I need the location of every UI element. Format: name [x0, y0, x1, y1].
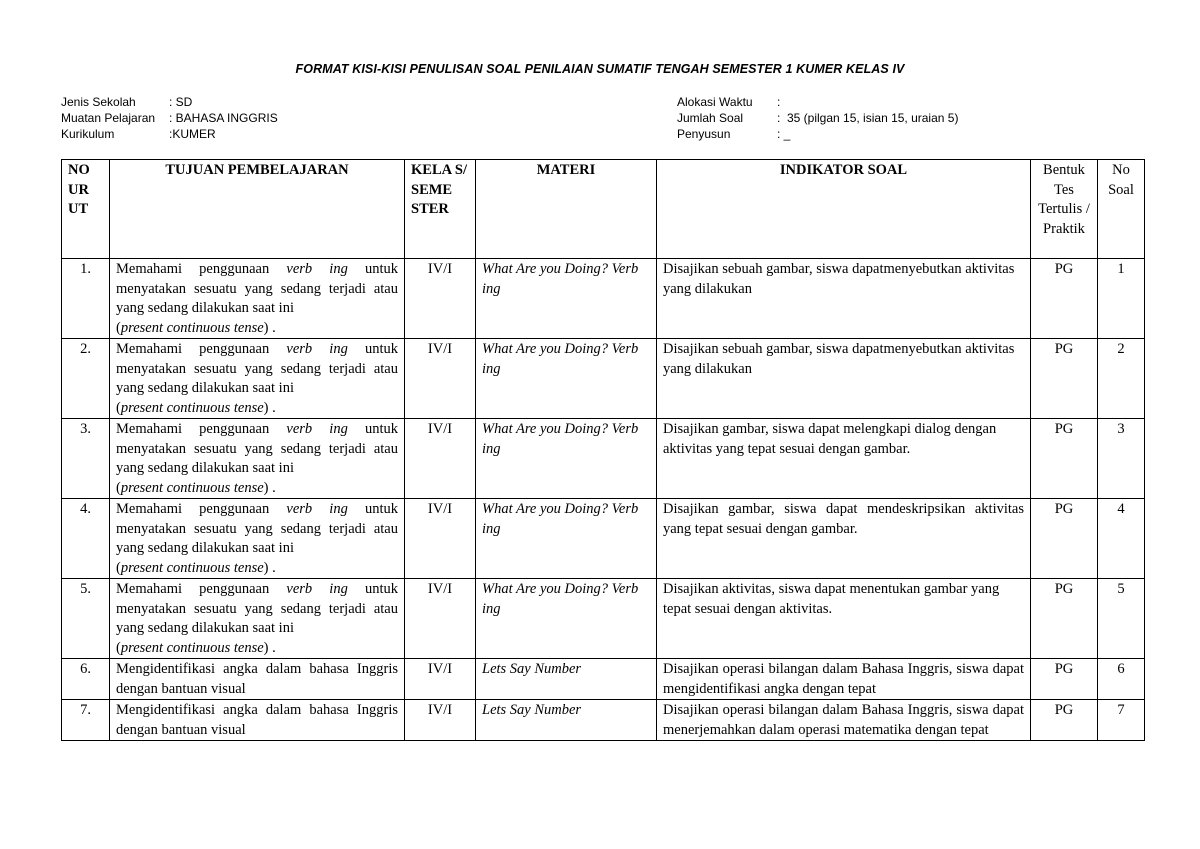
meta-right	[677, 94, 958, 142]
cell-no-soal: 1	[1098, 259, 1145, 339]
cell-tujuan: Mengidentifikasi angka dalam bahasa Inggris dengan bantuan visual	[110, 700, 405, 741]
meta-row	[677, 126, 958, 142]
tujuan-em: verb ing	[286, 341, 348, 357]
tujuan-text: untuk menyatakan sesuatu yang sedang terjadi atau yang sedang dilakukan saat ini	[116, 421, 399, 476]
cell-kelas: IV/I	[405, 339, 476, 419]
cell-no-soal: 2	[1098, 339, 1145, 419]
cell-no-soal: 6	[1098, 659, 1145, 700]
cell-indikator: Disajikan operasi bilangan dalam Bahasa Inggris, siswa dapat menerjemahkan dalam operasi matematika dengan tepat	[657, 700, 1031, 741]
meta-label: Muatan Pelajaran	[61, 111, 156, 125]
tujuan-text: Memahami penggunaan	[116, 421, 287, 437]
tujuan-text: untuk menyatakan sesuatu yang sedang terjadi atau yang sedang dilakukan saat ini	[116, 261, 399, 316]
meta-value: : _	[777, 127, 791, 141]
tujuan-em: verb ing	[286, 501, 348, 517]
cell-tujuan: Memahami penggunaan verb ing untuk menyatakan sesuatu yang sedang terjadi atau yang sedang dilakukan saat ini (present continuous tense) .	[110, 339, 405, 419]
tujuan-em: verb ing	[286, 261, 348, 277]
cell-bentuk: PG	[1031, 419, 1098, 499]
cell-materi: What Are you Doing? Verb ing	[476, 339, 657, 419]
cell-tujuan: Mengidentifikasi angka dalam bahasa Inggris dengan bantuan visual	[110, 659, 405, 700]
header-tujuan: TUJUAN PEMBELAJARAN	[110, 160, 405, 259]
tujuan-em: verb ing	[286, 421, 348, 437]
cell-no: 2.	[62, 339, 110, 419]
meta-label: Jenis Sekolah	[61, 95, 136, 109]
cell-indikator: Disajikan gambar, siswa dapat melengkapi dialog dengan aktivitas yang tepat sesuai dengan gambar.	[657, 419, 1031, 499]
cell-kelas: IV/I	[405, 419, 476, 499]
cell-indikator: Disajikan sebuah gambar, siswa dapatmenyebutkan aktivitas yang dilakukan	[657, 339, 1031, 419]
cell-materi: What Are you Doing? Verb ing	[476, 579, 657, 659]
table-header-row	[62, 160, 1145, 259]
cell-tujuan: Memahami penggunaan verb ing untuk menyatakan sesuatu yang sedang terjadi atau yang sedang dilakukan saat ini (present continuous tense) .	[110, 579, 405, 659]
cell-bentuk: PG	[1031, 499, 1098, 579]
meta-left	[61, 94, 278, 142]
cell-indikator: Disajikan operasi bilangan dalam Bahasa Inggris, siswa dapat mengidentifikasi angka dengan tepat	[657, 659, 1031, 700]
cell-kelas: IV/I	[405, 259, 476, 339]
meta-row	[677, 110, 958, 126]
header-no-soal: No Soal	[1098, 160, 1145, 259]
tujuan-text: untuk menyatakan sesuatu yang sedang terjadi atau yang sedang dilakukan saat ini	[116, 341, 399, 396]
cell-materi: Lets Say Number	[476, 659, 657, 700]
meta-label: Penyusun	[677, 127, 731, 141]
document-title: FORMAT KISI-KISI PENULISAN SOAL PENILAIAN SUMATIF TENGAH SEMESTER 1 KUMER KELAS IV	[295, 62, 905, 76]
meta-value: : 35 (pilgan 15, isian 15, uraian 5)	[777, 111, 959, 125]
cell-no: 7.	[62, 700, 110, 741]
table-body	[62, 259, 1145, 741]
tujuan-term: present continuous tense	[120, 559, 264, 576]
tujuan-text: Memahami penggunaan	[116, 581, 287, 597]
tujuan-text: Memahami penggunaan	[116, 501, 287, 517]
cell-indikator: Disajikan aktivitas, siswa dapat menentukan gambar yang tepat sesuai dengan aktivitas.	[657, 579, 1031, 659]
cell-no: 3.	[62, 419, 110, 499]
cell-kelas: IV/I	[405, 499, 476, 579]
table-row	[62, 419, 1145, 499]
cell-no-soal: 7	[1098, 700, 1145, 741]
cell-tujuan: Memahami penggunaan verb ing untuk menyatakan sesuatu yang sedang terjadi atau yang sedang dilakukan saat ini (present continuous tense) .	[110, 419, 405, 499]
table-row	[62, 339, 1145, 419]
cell-kelas: IV/I	[405, 700, 476, 741]
tujuan-term: present continuous tense	[120, 319, 264, 336]
cell-bentuk: PG	[1031, 700, 1098, 741]
meta-label: Kurikulum	[61, 127, 115, 141]
cell-materi: What Are you Doing? Verb ing	[476, 259, 657, 339]
cell-no: 4.	[62, 499, 110, 579]
table-row	[62, 700, 1145, 741]
table-row	[62, 499, 1145, 579]
cell-materi: Lets Say Number	[476, 700, 657, 741]
header-bentuk: Bentuk Tes Tertulis / Praktik	[1031, 160, 1098, 259]
cell-bentuk: PG	[1031, 659, 1098, 700]
meta-row	[61, 110, 278, 126]
cell-kelas: IV/I	[405, 659, 476, 700]
cell-indikator: Disajikan gambar, siswa dapat mendeskripsikan aktivitas yang tepat sesuai dengan gambar.	[657, 499, 1031, 579]
header-kelas: KELA S/ SEME STER	[405, 160, 476, 259]
header-materi: MATERI	[476, 160, 657, 259]
tujuan-text: Memahami penggunaan	[116, 341, 287, 357]
cell-no-soal: 3	[1098, 419, 1145, 499]
cell-no-soal: 4	[1098, 499, 1145, 579]
meta-value: :KUMER	[169, 127, 216, 141]
kisi-kisi-table	[61, 159, 1145, 741]
header-indikator: INDIKATOR SOAL	[657, 160, 1031, 259]
tujuan-term: present continuous tense	[120, 639, 264, 656]
cell-tujuan: Memahami penggunaan verb ing untuk menyatakan sesuatu yang sedang terjadi atau yang sedang dilakukan saat ini (present continuous tense) .	[110, 499, 405, 579]
cell-materi: What Are you Doing? Verb ing	[476, 499, 657, 579]
cell-bentuk: PG	[1031, 339, 1098, 419]
tujuan-text: untuk menyatakan sesuatu yang sedang terjadi atau yang sedang dilakukan saat ini	[116, 581, 399, 636]
cell-tujuan: Memahami penggunaan verb ing untuk menyatakan sesuatu yang sedang terjadi atau yang sedang dilakukan saat ini (present continuous tense) .	[110, 259, 405, 339]
meta-row	[677, 94, 958, 110]
cell-no: 5.	[62, 579, 110, 659]
cell-bentuk: PG	[1031, 259, 1098, 339]
table-row	[62, 659, 1145, 700]
cell-kelas: IV/I	[405, 579, 476, 659]
table-row	[62, 259, 1145, 339]
cell-materi: What Are you Doing? Verb ing	[476, 419, 657, 499]
tujuan-term: present continuous tense	[120, 479, 264, 496]
meta-value: :	[777, 95, 781, 109]
meta-label: Alokasi Waktu	[677, 95, 753, 109]
cell-bentuk: PG	[1031, 579, 1098, 659]
meta-value: : BAHASA INGGRIS	[169, 111, 278, 125]
meta-row	[61, 94, 278, 110]
tujuan-text: Memahami penggunaan	[116, 261, 287, 277]
meta-value: : SD	[169, 95, 193, 109]
meta-label: Jumlah Soal	[677, 111, 744, 125]
table-row	[62, 579, 1145, 659]
cell-indikator: Disajikan sebuah gambar, siswa dapatmenyebutkan aktivitas yang dilakukan	[657, 259, 1031, 339]
cell-no: 6.	[62, 659, 110, 700]
header-no-urut: NO UR UT	[62, 160, 110, 259]
tujuan-em: verb ing	[286, 581, 348, 597]
cell-no-soal: 5	[1098, 579, 1145, 659]
tujuan-text: untuk menyatakan sesuatu yang sedang terjadi atau yang sedang dilakukan saat ini	[116, 501, 399, 556]
cell-no: 1.	[62, 259, 110, 339]
meta-row	[61, 126, 278, 142]
tujuan-term: present continuous tense	[120, 399, 264, 416]
